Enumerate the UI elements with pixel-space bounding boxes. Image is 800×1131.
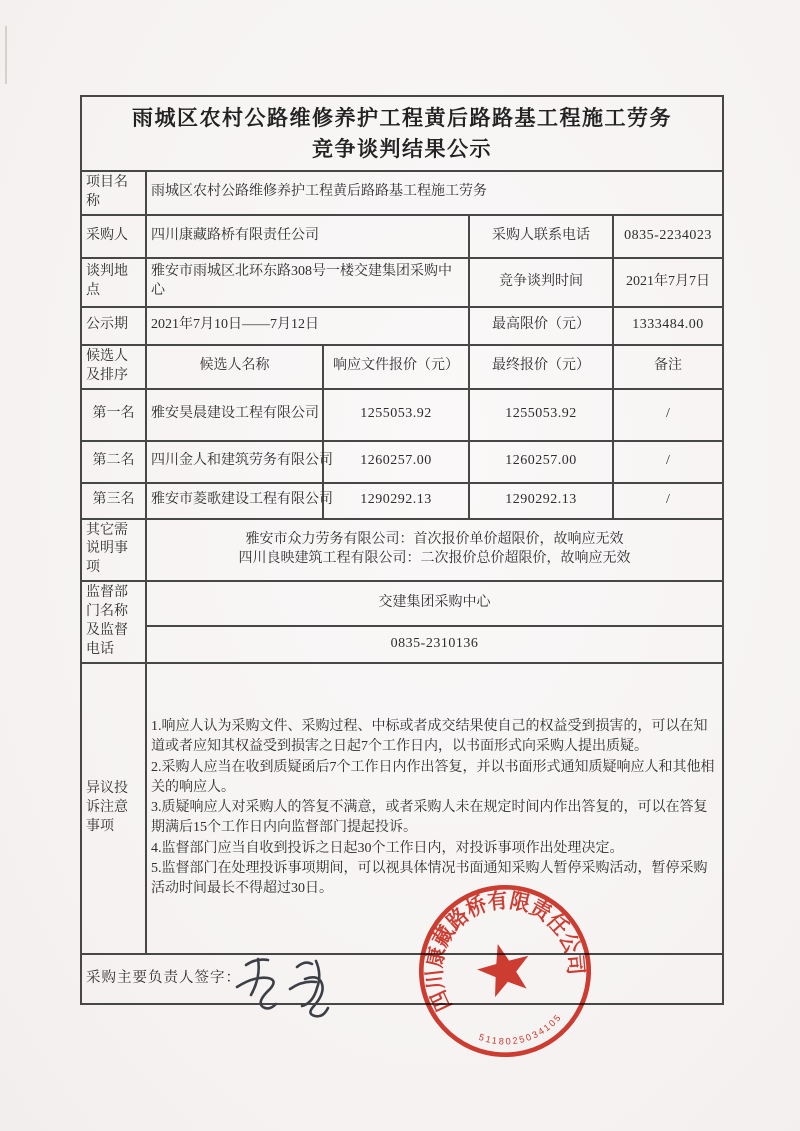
column-header-remark: 备注 <box>613 345 723 389</box>
page-title-line2: 竞争谈判结果公示 <box>312 137 492 161</box>
svg-text:5118025034105 <box>475 1010 567 1055</box>
signature-handwriting <box>230 949 350 1031</box>
value-purchaser: 四川康藏路桥有限责任公司 <box>146 215 469 258</box>
dispute-item: 2.采购人应当在收到质疑函后7个工作日内作出答复，并以书面形式通知质疑响应人和其他相关的响应人。 <box>151 759 715 795</box>
notice-sheet <box>80 95 724 1005</box>
signature-row <box>81 954 723 1004</box>
other-note-line: 雅安市众力劳务有限公司：首次报价单价超限价，故响应无效 <box>245 532 624 547</box>
candidate-name: 雅安昊晨建设工程有限公司 <box>146 389 323 441</box>
candidate-rank: 第一名 <box>81 389 146 441</box>
notice-table <box>80 95 724 1005</box>
label-other-notes: 其它需说明事项 <box>81 519 146 582</box>
value-max-price: 1333484.00 <box>613 307 723 345</box>
candidate-doc-price: 1290292.13 <box>323 483 469 519</box>
label-supervision: 监督部门名称及监督电话 <box>81 581 146 663</box>
candidate-remark: / <box>613 441 723 483</box>
label-project-name: 项目名称 <box>81 171 146 215</box>
label-dispute-notice: 异议投诉注意事项 <box>81 663 146 954</box>
supervision-phone: 0835-2310136 <box>146 626 723 663</box>
value-project-name: 雨城区农村公路维修养护工程黄后路路基工程施工劳务 <box>146 171 723 215</box>
value-venue: 雅安市雨城区北环东路308号一楼交建集团采购中心 <box>146 258 469 307</box>
candidate-name: 四川金人和建筑劳务有限公司 <box>146 441 323 483</box>
candidate-rank: 第三名 <box>81 483 146 519</box>
candidate-final-price: 1290292.13 <box>469 483 613 519</box>
label-negotiation-time: 竞争谈判时间 <box>469 258 613 307</box>
title-block <box>81 96 723 171</box>
candidate-rank: 第二名 <box>81 441 146 483</box>
supervision-department: 交建集团采购中心 <box>146 581 723 625</box>
seal-company-text: 四川康藏路桥有限责任公司 <box>422 888 588 1015</box>
column-header-name: 候选人名称 <box>146 345 323 389</box>
column-header-doc-price: 响应文件报价（元） <box>323 345 469 389</box>
seal-star-icon <box>472 937 536 999</box>
dispute-item: 3.质疑响应人对采购人的答复不满意，或者采购人未在规定时间内作出答复的，可以在答复期满后15个工作日内向监督部门提起投诉。 <box>151 800 708 836</box>
candidate-remark: / <box>613 389 723 441</box>
dispute-item: 5.监督部门在处理投诉事项期间，可以视具体情况书面通知采购人暂停采购活动，暂停采购活动时间最长不得超过30日。 <box>151 861 708 897</box>
table-row <box>81 441 723 483</box>
table-row <box>81 483 723 519</box>
column-header-rank: 候选人及排序 <box>81 345 146 389</box>
label-max-price: 最高限价（元） <box>469 307 613 345</box>
signature-label: 采购主要负责人签字： <box>86 969 241 986</box>
value-purchaser-phone: 0835-2234023 <box>613 215 723 258</box>
table-row <box>81 389 723 441</box>
label-purchaser: 采购人 <box>81 215 146 258</box>
candidate-doc-price: 1255053.92 <box>323 389 469 441</box>
other-notes-content <box>146 519 723 582</box>
dispute-item: 1.响应人认为采购文件、采购过程、中标或者成交结果使自己的权益受到损害的，可以在知道或者应知其权益受到损害之日起7个工作日内，以书面形式向采购人提出质疑。 <box>151 718 708 755</box>
column-header-final-price: 最终报价（元） <box>469 345 613 389</box>
candidate-final-price: 1255053.92 <box>469 389 613 441</box>
dispute-item: 4.监督部门应当自收到投诉之日起30个工作日内，对投诉事项作出处理决定。 <box>151 840 624 856</box>
candidate-doc-price: 1260257.00 <box>323 441 469 483</box>
label-venue: 谈判地点 <box>81 258 146 307</box>
label-publicity-period: 公示期 <box>81 307 146 345</box>
value-negotiation-time: 2021年7月7日 <box>613 258 723 307</box>
value-publicity-period: 2021年7月10日——7月12日 <box>146 307 469 345</box>
scan-artifact-line <box>5 26 7 84</box>
page-title-line1: 雨城区农村公路维修养护工程黄后路路基工程施工劳务 <box>132 106 672 130</box>
label-purchaser-phone: 采购人联系电话 <box>469 215 613 258</box>
other-note-line: 四川良映建筑工程有限公司：二次报价总价超限价，故响应无效 <box>238 550 631 566</box>
candidate-remark: / <box>613 483 723 519</box>
candidate-final-price: 1260257.00 <box>469 441 613 483</box>
seal-serial-text: 5118025034105 <box>477 1011 564 1047</box>
candidate-name: 雅安市菱歌建设工程有限公司 <box>146 483 323 519</box>
